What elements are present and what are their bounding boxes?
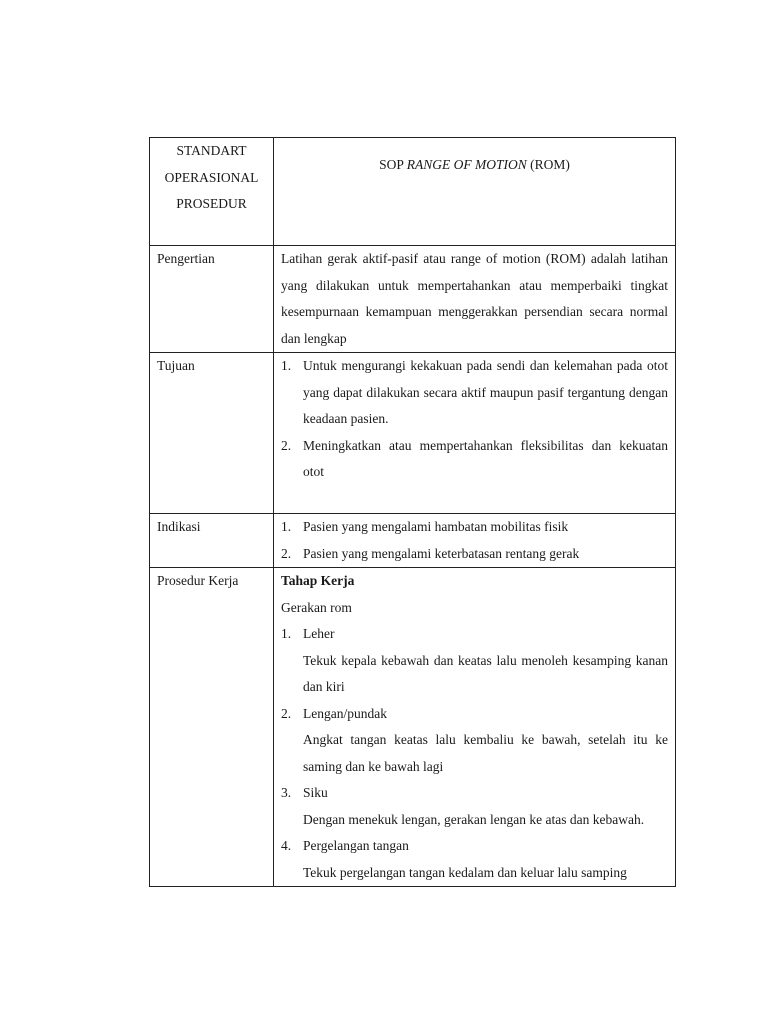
step-desc: Tekuk pergelangan tangan kedalam dan keluar lalu samping xyxy=(303,864,627,880)
header-title-cell xyxy=(274,138,676,246)
prosedur-steps xyxy=(281,621,668,886)
step-item xyxy=(281,621,668,701)
list-item xyxy=(281,353,668,433)
step-desc: Dengan menekuk lengan, gerakan lengan ke atas dan kebawah. xyxy=(303,811,645,827)
sop-table xyxy=(149,137,676,887)
prosedur-label: Prosedur Kerja xyxy=(150,568,274,887)
indikasi-row xyxy=(150,514,676,568)
step-item xyxy=(281,833,668,886)
step-name: Lengan/pundak xyxy=(303,705,387,721)
header-line-2: OPERASIONAL xyxy=(164,169,259,185)
prosedur-subheading: Gerakan rom xyxy=(281,599,352,615)
pengertian-row xyxy=(150,246,676,353)
title-prefix: SOP xyxy=(379,156,407,172)
pengertian-label: Pengertian xyxy=(150,246,274,353)
tujuan-label: Tujuan xyxy=(150,353,274,514)
step-number: 3. xyxy=(281,785,292,800)
list-text: Pasien yang mengalami hambatan mobilitas fisik xyxy=(303,519,569,534)
step-name: Siku xyxy=(303,785,328,800)
header-line-1: STANDART xyxy=(176,143,247,158)
tujuan-row xyxy=(150,353,676,514)
list-number: 2. xyxy=(281,545,292,561)
tujuan-content xyxy=(274,353,676,514)
indikasi-content xyxy=(274,514,676,568)
list-item xyxy=(281,514,668,541)
prosedur-content xyxy=(274,568,676,887)
step-desc: Angkat tangan keatas lalu kembaliu ke bawah, setelah itu ke saming dan ke bawah lagi xyxy=(303,732,668,774)
step-number: 4. xyxy=(281,838,292,853)
indikasi-list xyxy=(281,514,668,567)
indikasi-label: Indikasi xyxy=(150,514,274,568)
pengertian-text: Latihan gerak aktif-pasif atau range of motion (ROM) adalah latihan yang dilakukan untuk mempertahankan atau memperbaiki tingkat kesempurnaan kemampuan menggerakkan persendian secara normal dan lengkap xyxy=(274,246,676,353)
list-item xyxy=(281,433,668,486)
list-number: 2. xyxy=(281,437,292,453)
prosedur-heading: Tahap Kerja xyxy=(281,573,355,588)
title-suffix: (ROM) xyxy=(526,156,570,172)
document-title xyxy=(281,152,668,179)
step-item xyxy=(281,701,668,781)
step-item xyxy=(281,780,668,833)
list-text: Meningkatkan atau mempertahankan fleksibilitas dan kekuatan otot xyxy=(303,437,668,479)
list-item xyxy=(281,541,668,568)
step-number: 1. xyxy=(281,626,292,641)
tujuan-list xyxy=(281,353,668,486)
step-name: Leher xyxy=(303,626,335,641)
header-row xyxy=(150,138,676,246)
list-number: 1. xyxy=(281,519,292,534)
header-line-3: PROSEDUR xyxy=(176,196,247,211)
step-desc: Tekuk kepala kebawah dan keatas lalu menoleh kesamping kanan dan kiri xyxy=(303,652,668,694)
list-number: 1. xyxy=(281,358,292,373)
title-italic: RANGE OF MOTION xyxy=(406,156,527,172)
prosedur-row xyxy=(150,568,676,887)
step-name: Pergelangan tangan xyxy=(303,838,409,853)
step-number: 2. xyxy=(281,705,292,721)
list-text: Pasien yang mengalami keterbatasan rentang gerak xyxy=(303,545,580,561)
header-left-cell xyxy=(150,138,274,246)
list-text: Untuk mengurangi kekakuan pada sendi dan kelemahan pada otot yang dapat dilakukan secara aktif maupun pasif tergantung dengan keadaan pasien. xyxy=(303,358,668,426)
